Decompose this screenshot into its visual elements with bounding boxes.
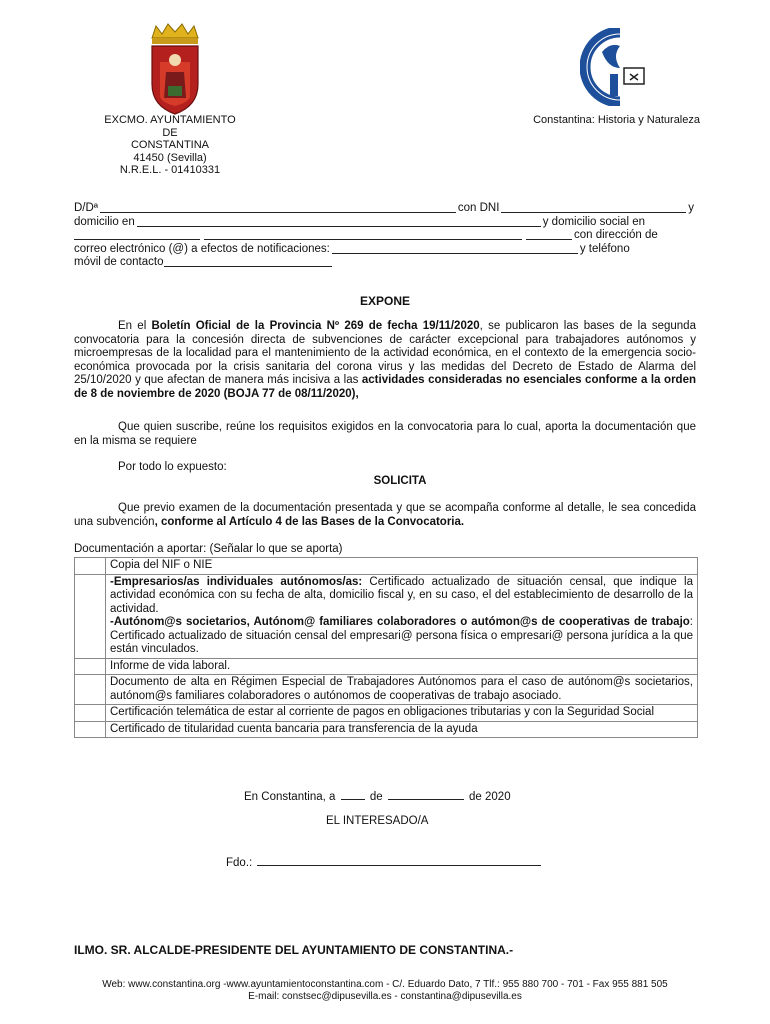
signature-line: Fdo.: — [226, 855, 543, 869]
documentation-label: Documentación a aportar: (Señalar lo que se aporta) — [74, 543, 343, 555]
social-address-field-c[interactable] — [526, 229, 572, 240]
month-field[interactable] — [388, 789, 464, 800]
expone-paragraph-3: Por todo lo expuesto: — [118, 461, 227, 473]
constantina-nature-logo — [580, 28, 660, 106]
form-label: domicilio en — [74, 215, 135, 228]
checkbox-cell[interactable] — [75, 705, 106, 722]
social-address-field-b[interactable] — [204, 229, 522, 240]
checkbox-cell[interactable] — [75, 658, 106, 675]
addressee: ILMO. SR. ALCALDE-PRESIDENTE DEL AYUNTAMIENTO DE CONSTANTINA.- — [74, 943, 514, 957]
name-field[interactable] — [100, 202, 456, 213]
doc-item: Copia del NIF o NIE — [106, 558, 698, 575]
coat-of-arms-logo — [146, 22, 204, 116]
doc-item: Certificado de titularidad cuenta bancaria para transferencia de la ayuda — [106, 721, 698, 738]
table-row — [75, 558, 698, 575]
table-row — [75, 705, 698, 722]
date-line: En Constantina, a de de 2020 — [244, 791, 511, 803]
checkbox-cell[interactable] — [75, 721, 106, 738]
doc-item: Informe de vida laboral. — [106, 658, 698, 675]
signature-field[interactable] — [257, 855, 541, 866]
header-line: EXCMO. AYUNTAMIENTO — [104, 114, 236, 126]
form-label: correo electrónico (@) a efectos de notificaciones: — [74, 242, 330, 255]
form-label: y teléfono — [579, 242, 630, 255]
form-label: y — [688, 202, 694, 214]
solicita-heading: SOLICITA — [373, 475, 427, 487]
email-field[interactable] — [332, 243, 578, 254]
header-line: CONSTANTINA — [130, 139, 210, 151]
expone-paragraph-2: Que quien suscribe, reúne los requisitos exigidos en la convocatoria para lo cual, aporta la documentación que en la misma se requiere — [74, 421, 696, 447]
header-line: DE — [162, 126, 178, 139]
applicant-form — [74, 202, 694, 270]
council-address-block — [90, 114, 250, 177]
checkbox-cell[interactable] — [75, 558, 106, 575]
doc-item: -Empresarios/as individuales autónomos/as: Certificado actualizado de situación censal, que indique la actividad económica con su fecha de alta, domicilio fiscal y, en su caso, el del establecimiento de desarrollo de la actividad. -Autónom@s societarios, Autónom@ familiares colaboradores o autómon@s de cooperativas de trabajo: Certificado actualizado de situación censal del empresari@ persona física o empresari@ persona jurídica a la que están vinculados. — [106, 574, 698, 658]
footer-contact-line: Web: www.constantina.org -www.ayuntamientoconstantina.com - C/. Eduardo Dato, 7 Tlf.: 955 880 700 - 701 - Fax 955 881 505 — [102, 979, 668, 990]
doc-item: Documento de alta en Régimen Especial de Trabajadores Autónomos para el caso de autónom@s societarios, autónom@s familiares colaboradores o autónomos de cooperativas de trabajo asociado. — [106, 675, 698, 705]
mobile-phone-field[interactable] — [164, 256, 332, 267]
table-row — [75, 574, 698, 658]
checkbox-cell[interactable] — [75, 574, 106, 658]
documentation-table — [74, 557, 698, 738]
form-label: con DNI — [457, 202, 500, 214]
expone-paragraph-1: En el Boletín Oficial de la Provincia Nº 269 de fecha 19/11/2020, se publicaron las bases de la segunda convocatoria para la concesión directa de subvenciones de carácter excepcional para trabajadores autónomos y microempresas de la localidad para el mantenimiento de la actividad económica, en el contexto de la emergencia socio-económica provocada por la crisis sanitaria del corona virus y las medidas del Decreto de Estado de Alarma del 25/10/2020 y que afectan de manera más incisiva a las actividades consideradas no esenciales conforme a la orden de 8 de noviembre de 2020 (BOJA 77 de 08/11/2020), — [74, 320, 696, 400]
form-label: y domicilio social en — [542, 215, 645, 228]
form-label: con dirección de — [574, 229, 658, 241]
address-field[interactable] — [137, 216, 541, 227]
header-line: 41450 (Sevilla) — [133, 151, 207, 164]
interesado-label: EL INTERESADO/A — [326, 815, 429, 827]
table-row — [75, 675, 698, 705]
solicita-paragraph: Que previo examen de la documentación presentada y que se acompaña conforme al detalle, le sea concedida una subvención, conforme al Artículo 4 de las Bases de la Convocatoria. — [74, 502, 696, 528]
table-row — [75, 721, 698, 738]
footer-email-line: E-mail: constsec@dipusevilla.es - constantina@dipusevilla.es — [248, 991, 522, 1002]
social-address-field-a[interactable] — [74, 229, 200, 240]
header-motto: Constantina: Historia y Naturaleza — [533, 114, 700, 126]
day-field[interactable] — [341, 789, 365, 800]
table-row — [75, 658, 698, 675]
expone-heading: EXPONE — [359, 294, 410, 308]
form-label: D/Dª — [74, 202, 99, 214]
header-line: N.R.E.L. - 01410331 — [119, 164, 221, 176]
dni-field[interactable] — [501, 202, 686, 213]
doc-item: Certificación telemática de estar al corriente de pagos en obligaciones tributarias y con la Seguridad Social — [106, 705, 698, 722]
form-label: móvil de contacto — [74, 256, 164, 268]
footer — [0, 979, 770, 1003]
checkbox-cell[interactable] — [75, 675, 106, 705]
